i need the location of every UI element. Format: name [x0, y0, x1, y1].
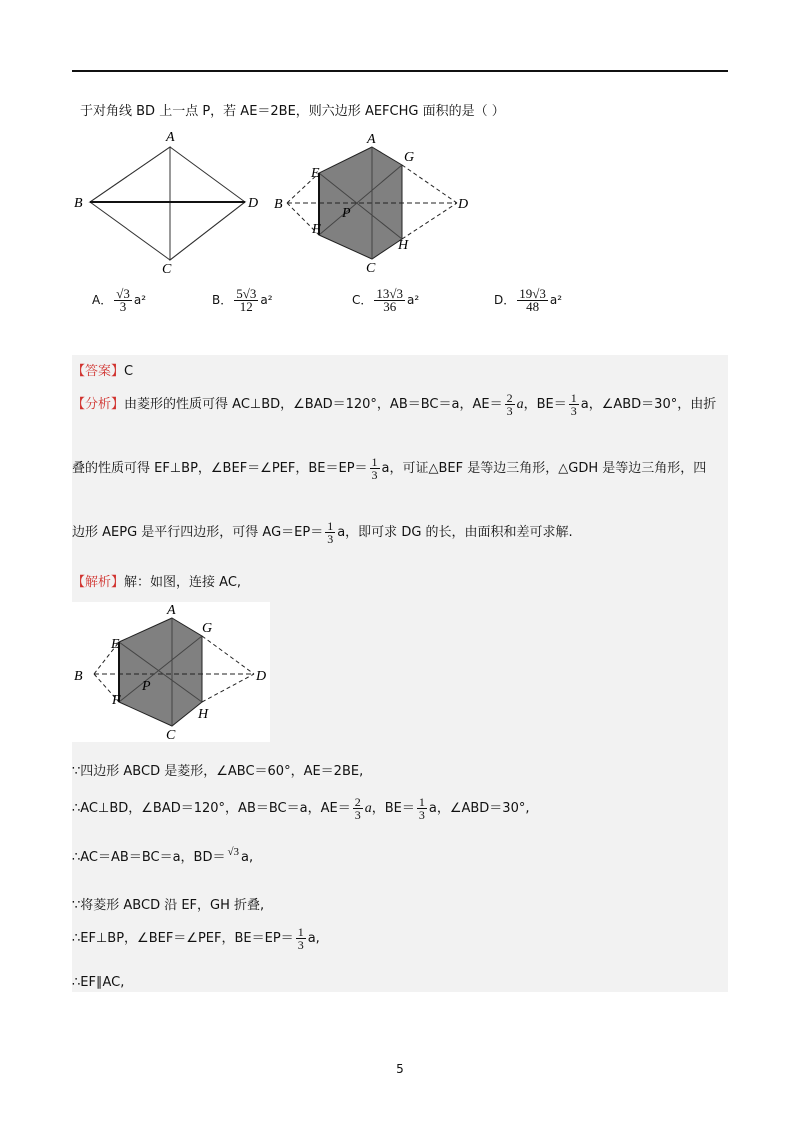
svg-text:B: B	[274, 197, 283, 212]
svg-text:F: F	[312, 222, 321, 237]
svg-text:A: A	[367, 132, 376, 147]
svg-text:E: E	[111, 637, 120, 652]
solution-step-3: ∴AC＝AB＝BC＝a，BD＝ √3 a,	[72, 846, 254, 865]
svg-text:A: A	[167, 603, 176, 618]
answer-line: 【答案】C	[72, 364, 134, 379]
header-rule	[72, 70, 728, 72]
question-text: 于对角线 BD 上一点 P，若 AE＝2BE，则六边形 AEFCHG 面积的是（ ）	[80, 104, 505, 119]
svg-text:H: H	[398, 238, 409, 253]
solution-step-2: ∴AC⊥BD，∠BAD＝120°，AB＝BC＝a，AE＝ $\frac{2}{3}$ a，BE＝ $\frac{1}{3}$ a，∠ABD＝30°,	[72, 795, 530, 822]
label-d: D	[248, 196, 259, 211]
svg-text:D: D	[256, 669, 267, 684]
solution-step-4: ∵将菱形 ABCD 沿 EF，GH 折叠,	[72, 898, 265, 913]
svg-text:H: H	[198, 707, 209, 722]
svg-text:G: G	[404, 150, 415, 165]
option-c[interactable]: C． $\frac{13√3}{36}$ a²	[352, 286, 420, 314]
label-b: B	[74, 196, 83, 211]
rhombus-figure	[70, 125, 270, 275]
svg-text:E: E	[311, 166, 320, 181]
svg-text:F: F	[112, 693, 121, 708]
analysis-line-2: 叠的性质可得 EF⊥BP，∠BEF＝∠PEF，BE＝EP＝ $\frac{1}{3}$ a，可证△BEF 是等边三角形，△GDH 是等边三角形，四	[72, 455, 707, 482]
svg-text:C: C	[166, 728, 176, 742]
svg-text:B: B	[74, 669, 83, 684]
solution-step-5: ∴EF⊥BP，∠BEF＝∠PEF，BE＝EP＝ $\frac{1}{3}$ a,	[72, 925, 320, 952]
option-d[interactable]: D． $\frac{19√3}{48}$ a²	[494, 286, 563, 314]
solution-step-1: ∵四边形 ABCD 是菱形，∠ABC＝60°，AE＝2BE,	[72, 764, 364, 779]
svg-text:P: P	[142, 679, 151, 694]
analysis-line-3: 边形 AEPG 是平行四边形，可得 AG＝EP＝ $\frac{1}{3}$ a，即可求 DG 的长，由面积和差可求解.	[72, 519, 573, 546]
svg-text:C: C	[366, 261, 376, 275]
svg-text:P: P	[342, 206, 351, 221]
label-c: C	[162, 262, 172, 275]
option-b[interactable]: B． $\frac{5√3}{12}$ a²	[212, 286, 273, 314]
svg-text:G: G	[202, 621, 213, 636]
svg-text:D: D	[458, 197, 469, 212]
label-a: A	[166, 130, 175, 145]
solution-step-6: ∴EF∥AC,	[72, 975, 125, 990]
analysis-line-1: 【分析】由菱形的性质可得 AC⊥BD，∠BAD＝120°，AB＝BC＝a，AE＝ $\frac{2}{3}$ a，BE＝ $\frac{1}{3}$ a，∠ABD＝30°，由折	[72, 391, 717, 418]
page-number: 5	[396, 1062, 404, 1076]
solution-figure	[72, 602, 270, 742]
hexagon-figure	[272, 125, 482, 275]
solution-intro: 【解析】解：如图，连接 AC,	[72, 575, 242, 590]
option-a[interactable]: A． $\frac{√3}{3}$ a²	[92, 286, 147, 314]
